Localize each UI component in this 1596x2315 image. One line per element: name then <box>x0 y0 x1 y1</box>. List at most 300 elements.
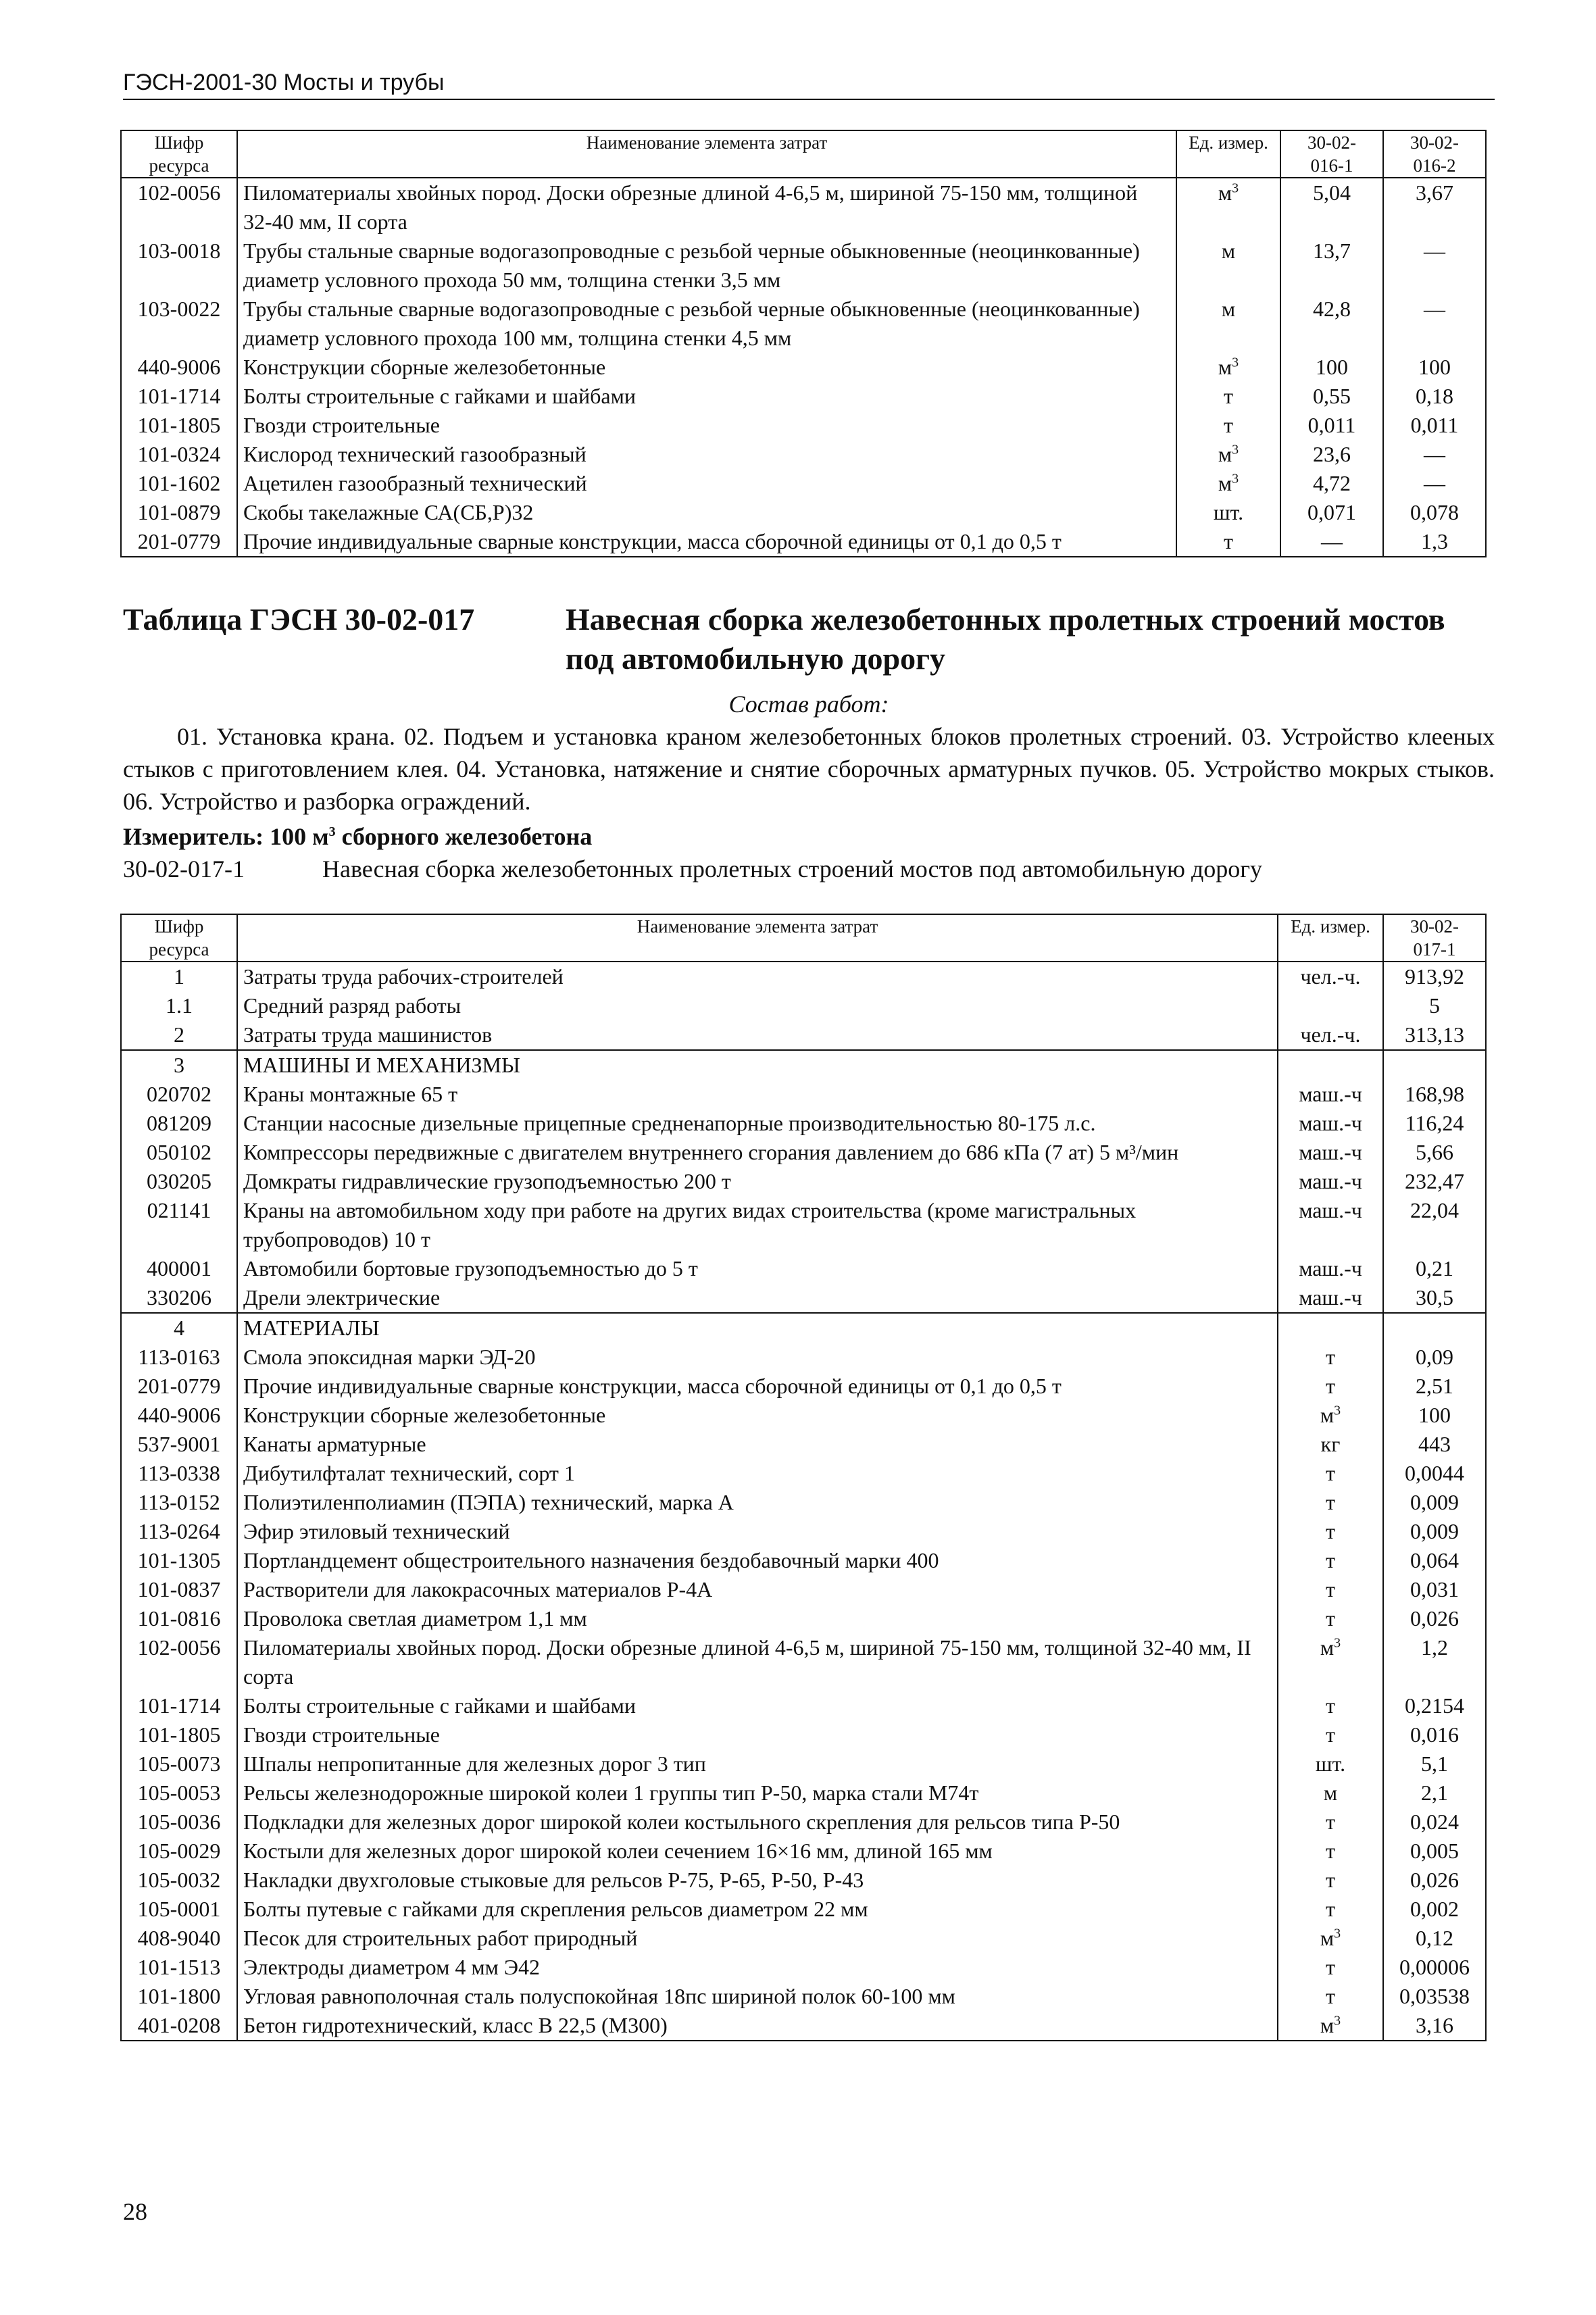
unit-superscript: 3 <box>1334 1403 1341 1418</box>
unit-cell <box>1278 1401 1383 1430</box>
value-cell-017-1: 0,026 <box>1383 1604 1486 1633</box>
unit-text: м <box>1323 1781 1338 1805</box>
unit-cell <box>1278 1283 1383 1313</box>
unit-text: т <box>1326 1577 1335 1601</box>
unit-cell <box>1278 1430 1383 1459</box>
header-col-017-1-line1: 30-02- <box>1410 916 1459 937</box>
table-label: Таблица ГЭСН 30-02-017 <box>123 602 475 637</box>
unit-cell <box>1278 2011 1383 2041</box>
value-cell-016-1: 42,8 <box>1280 295 1383 353</box>
value-cell-016-2: 0,011 <box>1383 411 1486 440</box>
unit-cell <box>1176 527 1280 557</box>
code-cell: 330206 <box>121 1283 237 1313</box>
unit-text: маш.-ч <box>1299 1169 1362 1193</box>
name-cell: Электроды диаметром 4 мм Э42 <box>237 1953 1278 1982</box>
header-col-016-2-line1: 30-02- <box>1410 132 1459 153</box>
unit-text: маш.-ч <box>1299 1256 1362 1280</box>
unit-cell <box>1278 1895 1383 1924</box>
code-cell: 020702 <box>121 1080 237 1109</box>
unit-text: м <box>1218 471 1232 495</box>
name-cell: Затраты труда машинистов <box>237 1020 1278 1050</box>
table-row <box>121 1691 1486 1720</box>
unit-cell <box>1278 1109 1383 1138</box>
unit-text: чел.-ч. <box>1300 964 1361 989</box>
name-cell: Накладки двухголовые стыковые для рельсов Р-75, Р-65, Р-50, Р-43 <box>237 1866 1278 1895</box>
table-row <box>121 1488 1486 1517</box>
unit-cell <box>1278 1254 1383 1283</box>
unit-superscript: 3 <box>1334 1926 1341 1941</box>
code-cell: 113-0152 <box>121 1488 237 1517</box>
header-unit: Ед. измер. <box>1176 130 1280 178</box>
value-cell-016-2: — <box>1383 237 1486 295</box>
header-col-016-1 <box>1280 130 1383 178</box>
running-title: ГЭСН-2001-30 Мосты и трубы <box>123 68 1495 100</box>
value-cell-016-2: — <box>1383 469 1486 498</box>
value-cell-017-1: 22,04 <box>1383 1196 1486 1254</box>
code-cell: 101-0879 <box>121 498 237 527</box>
name-cell: Затраты труда рабочих-строителей <box>237 962 1278 991</box>
header-name: Наименование элемента затрат <box>237 914 1278 962</box>
value-cell-017-1: 0,026 <box>1383 1866 1486 1895</box>
table-title: Навесная сборка железобетонных пролетных строений мостов под автомобильную дорогу <box>566 602 1445 676</box>
table-row <box>121 1778 1486 1808</box>
unit-text: т <box>1326 1693 1335 1718</box>
header-col-016-2-line2: 016-2 <box>1413 155 1456 176</box>
name-cell: Гвозди строительные <box>237 1720 1278 1749</box>
value-cell-016-1: 5,04 <box>1280 178 1383 237</box>
unit-text: т <box>1326 1897 1335 1921</box>
code-cell: 101-1805 <box>121 1720 237 1749</box>
unit-cell <box>1278 962 1383 991</box>
code-cell: 102-0056 <box>121 178 237 237</box>
measure-suffix: сборного железобетона <box>335 823 593 850</box>
code-cell: 081209 <box>121 1109 237 1138</box>
table-row <box>121 1517 1486 1546</box>
unit-cell <box>1278 1837 1383 1866</box>
measure-unit <box>123 820 592 853</box>
unit-cell <box>1278 1691 1383 1720</box>
value-cell-017-1: 3,16 <box>1383 2011 1486 2041</box>
value-cell-017-1: 443 <box>1383 1430 1486 1459</box>
name-cell: Скобы такелажные СА(СБ,Р)32 <box>237 498 1176 527</box>
value-cell-017-1: 0,016 <box>1383 1720 1486 1749</box>
table-row <box>121 1895 1486 1924</box>
code-cell: 101-0816 <box>121 1604 237 1633</box>
name-cell: Краны монтажные 65 т <box>237 1080 1278 1109</box>
name-cell: Средний разряд работы <box>237 991 1278 1020</box>
code-cell: 101-0837 <box>121 1575 237 1604</box>
value-cell-017-1: 0,09 <box>1383 1343 1486 1372</box>
value-cell-017-1: 0,009 <box>1383 1517 1486 1546</box>
unit-superscript: 3 <box>1232 355 1239 370</box>
table-row <box>121 1604 1486 1633</box>
code-cell: 101-1305 <box>121 1546 237 1575</box>
unit-cell <box>1278 1488 1383 1517</box>
table-row <box>121 1020 1486 1050</box>
value-cell-017-1: 168,98 <box>1383 1080 1486 1109</box>
value-cell-017-1: 116,24 <box>1383 1109 1486 1138</box>
name-cell: Дибутилфталат технический, сорт 1 <box>237 1459 1278 1488</box>
value-cell-016-2: — <box>1383 295 1486 353</box>
unit-cell <box>1278 1778 1383 1808</box>
unit-cell <box>1278 1604 1383 1633</box>
header-code-line2: ресурса <box>149 155 209 176</box>
table-row <box>121 1953 1486 1982</box>
unit-text: маш.-ч <box>1299 1082 1362 1106</box>
table-row <box>121 1138 1486 1167</box>
header-unit: Ед. измер. <box>1278 914 1383 962</box>
table-row <box>121 440 1486 469</box>
header-col-016-2 <box>1383 130 1486 178</box>
value-cell-016-2: 1,3 <box>1383 527 1486 557</box>
value-cell-016-1: 13,7 <box>1280 237 1383 295</box>
measure-sup: 3 <box>328 824 336 839</box>
group-header-row <box>121 1313 1486 1343</box>
unit-text: м <box>1320 1635 1335 1660</box>
works-heading: Состав работ: <box>728 691 889 718</box>
name-cell: Прочие индивидуальные сварные конструкции, масса сборочной единицы от 0,1 до 0,5 т <box>237 527 1176 557</box>
unit-text: т <box>1326 1490 1335 1514</box>
name-cell: Дрели электрические <box>237 1283 1278 1313</box>
value-cell-017-1: 0,002 <box>1383 1895 1486 1924</box>
unit-text: м <box>1221 297 1236 321</box>
unit-cell <box>1278 991 1383 1020</box>
table-row <box>121 1720 1486 1749</box>
name-cell: Трубы стальные сварные водогазопроводные с резьбой черные обыкновенные (неоцинкованные) диаметр условного прохода 50 мм, толщина стенки 3,5 мм <box>237 237 1176 295</box>
name-cell: Конструкции сборные железобетонные <box>237 1401 1278 1430</box>
name-cell: Болты путевые с гайками для скрепления рельсов диаметром 22 мм <box>237 1895 1278 1924</box>
name-cell: Подкладки для железных дорог широкой колеи костыльного скрепления для рельсов типа Р-50 <box>237 1808 1278 1837</box>
unit-text: шт. <box>1213 500 1244 524</box>
code-cell: 101-1602 <box>121 469 237 498</box>
unit-text: м <box>1218 180 1232 205</box>
value-cell-016-2: 0,18 <box>1383 382 1486 411</box>
code-cell: 105-0029 <box>121 1837 237 1866</box>
header-col-016-1-line2: 016-1 <box>1310 155 1353 176</box>
code-cell: 113-0163 <box>121 1343 237 1372</box>
table-row <box>121 469 1486 498</box>
unit-cell <box>1278 1372 1383 1401</box>
unit-text: м <box>1221 239 1236 263</box>
name-cell: Бетон гидротехнический, класс В 22,5 (М300) <box>237 2011 1278 2041</box>
table-row <box>121 1254 1486 1283</box>
unit-cell <box>1278 1953 1383 1982</box>
unit-text: м <box>1218 355 1232 379</box>
table-row <box>121 991 1486 1020</box>
value-cell-016-1: 0,071 <box>1280 498 1383 527</box>
table-row <box>121 498 1486 527</box>
value-cell-017-1: 1,2 <box>1383 1633 1486 1691</box>
unit-text: т <box>1326 1519 1335 1543</box>
value-cell-017-1: 313,13 <box>1383 1020 1486 1050</box>
value-cell-017-1: 0,21 <box>1383 1254 1486 1283</box>
name-cell: Проволока светлая диаметром 1,1 мм <box>237 1604 1278 1633</box>
table-row <box>121 1080 1486 1109</box>
value-cell-016-2: 100 <box>1383 353 1486 382</box>
value-cell-016-1: 23,6 <box>1280 440 1383 469</box>
value-cell-017-1: 0,005 <box>1383 1837 1486 1866</box>
code-cell: 105-0036 <box>121 1808 237 1837</box>
unit-text: маш.-ч <box>1299 1140 1362 1164</box>
unit-cell <box>1278 1720 1383 1749</box>
unit-cell <box>1278 1167 1383 1196</box>
table-row <box>121 1109 1486 1138</box>
unit-text: т <box>1326 1955 1335 1979</box>
code-cell: 101-0324 <box>121 440 237 469</box>
code-cell: 113-0338 <box>121 1459 237 1488</box>
name-cell: Полиэтиленполиамин (ПЭПА) технический, марка А <box>237 1488 1278 1517</box>
value-cell-016-1: 100 <box>1280 353 1383 382</box>
unit-cell <box>1278 1459 1383 1488</box>
resource-table-016 <box>120 130 1487 557</box>
table-row <box>121 1401 1486 1430</box>
unit-text: т <box>1224 413 1233 437</box>
code-cell: 030205 <box>121 1167 237 1196</box>
value-cell-017-1: 2,51 <box>1383 1372 1486 1401</box>
value-cell-017-1: 0,009 <box>1383 1488 1486 1517</box>
value-cell-017-1 <box>1383 1313 1486 1343</box>
table-row <box>121 1575 1486 1604</box>
name-cell: Домкраты гидравлические грузоподъемностью 200 т <box>237 1167 1278 1196</box>
table-row <box>121 1982 1486 2011</box>
unit-text: маш.-ч <box>1299 1198 1362 1222</box>
code-cell: 113-0264 <box>121 1517 237 1546</box>
code-cell: 201-0779 <box>121 527 237 557</box>
table-row <box>121 2011 1486 2041</box>
code-cell: 440-9006 <box>121 1401 237 1430</box>
table-header-row <box>121 914 1486 962</box>
table-row <box>121 1749 1486 1778</box>
table-row <box>121 1459 1486 1488</box>
header-col-016-1-line1: 30-02- <box>1307 132 1356 153</box>
unit-text: шт. <box>1315 1751 1346 1776</box>
unit-text: т <box>1326 1548 1335 1572</box>
code-cell: 101-1805 <box>121 411 237 440</box>
code-cell: 1 <box>121 962 237 991</box>
unit-text: м <box>1218 442 1232 466</box>
unit-superscript: 3 <box>1232 180 1239 196</box>
table-row <box>121 382 1486 411</box>
subtable-code: 30-02-017-1 <box>123 855 245 882</box>
unit-text: т <box>1326 1345 1335 1369</box>
header-code-line1: Шифр <box>154 132 204 153</box>
table-row <box>121 1633 1486 1691</box>
value-cell-016-1: — <box>1280 527 1383 557</box>
table-row <box>121 1837 1486 1866</box>
code-cell: 101-1714 <box>121 382 237 411</box>
name-cell: Шпалы непропитанные для железных дорог 3 тип <box>237 1749 1278 1778</box>
resource-table-017 <box>120 914 1487 2041</box>
unit-text: т <box>1326 1606 1335 1631</box>
unit-cell <box>1278 1080 1383 1109</box>
name-cell: Кислород технический газообразный <box>237 440 1176 469</box>
unit-cell <box>1278 1575 1383 1604</box>
name-cell: МАШИНЫ И МЕХАНИЗМЫ <box>237 1050 1278 1080</box>
unit-cell <box>1278 1866 1383 1895</box>
code-cell: 105-0053 <box>121 1778 237 1808</box>
subtable-name: Навесная сборка железобетонных пролетных строений мостов под автомобильную дорогу <box>322 855 1263 882</box>
name-cell: Канаты арматурные <box>237 1430 1278 1459</box>
value-cell-016-2: 3,67 <box>1383 178 1486 237</box>
value-cell-017-1: 0,064 <box>1383 1546 1486 1575</box>
code-cell: 101-1800 <box>121 1982 237 2011</box>
name-cell: МАТЕРИАЛЫ <box>237 1313 1278 1343</box>
unit-cell <box>1176 178 1280 237</box>
unit-text: т <box>1326 1984 1335 2008</box>
name-cell: Автомобили бортовые грузоподъемностью до 5 т <box>237 1254 1278 1283</box>
code-cell: 021141 <box>121 1196 237 1254</box>
table-row <box>121 237 1486 295</box>
header-col-017-1 <box>1383 914 1486 962</box>
value-cell-016-1: 4,72 <box>1280 469 1383 498</box>
code-cell: 2 <box>121 1020 237 1050</box>
unit-text: т <box>1326 1839 1335 1863</box>
unit-cell <box>1278 1982 1383 2011</box>
unit-cell <box>1278 1749 1383 1778</box>
value-cell-017-1: 0,024 <box>1383 1808 1486 1837</box>
unit-text: т <box>1326 1374 1335 1398</box>
name-cell: Ацетилен газообразный технический <box>237 469 1176 498</box>
code-cell: 050102 <box>121 1138 237 1167</box>
value-cell-017-1: 0,03538 <box>1383 1982 1486 2011</box>
code-cell: 537-9001 <box>121 1430 237 1459</box>
unit-cell <box>1278 1196 1383 1254</box>
unit-cell <box>1278 1633 1383 1691</box>
code-cell: 102-0056 <box>121 1633 237 1691</box>
code-cell: 201-0779 <box>121 1372 237 1401</box>
unit-text: т <box>1326 1722 1335 1747</box>
value-cell-016-2: — <box>1383 440 1486 469</box>
unit-cell <box>1176 498 1280 527</box>
value-cell-017-1: 5,1 <box>1383 1749 1486 1778</box>
value-cell-017-1: 0,00006 <box>1383 1953 1486 1982</box>
unit-cell <box>1278 1808 1383 1837</box>
unit-superscript: 3 <box>1334 2013 1341 2028</box>
table-row <box>121 527 1486 557</box>
unit-text: кг <box>1320 1432 1341 1456</box>
unit-text: маш.-ч <box>1299 1285 1362 1310</box>
unit-superscript: 3 <box>1334 1635 1341 1651</box>
code-cell: 401-0208 <box>121 2011 237 2041</box>
name-cell: Трубы стальные сварные водогазопроводные с резьбой черные обыкновенные (неоцинкованные) диаметр условного прохода 100 мм, толщина стенки 4,5 мм <box>237 295 1176 353</box>
unit-cell <box>1278 1343 1383 1372</box>
table-row <box>121 295 1486 353</box>
table-row <box>121 1430 1486 1459</box>
value-cell-017-1: 0,031 <box>1383 1575 1486 1604</box>
code-cell: 3 <box>121 1050 237 1080</box>
page-number: 28 <box>123 2198 147 2225</box>
code-cell: 101-1513 <box>121 1953 237 1982</box>
value-cell-017-1: 2,1 <box>1383 1778 1486 1808</box>
header-code <box>121 914 237 962</box>
unit-text: маш.-ч <box>1299 1111 1362 1135</box>
unit-cell <box>1278 1138 1383 1167</box>
unit-cell <box>1176 353 1280 382</box>
unit-text: т <box>1326 1810 1335 1834</box>
unit-text: м <box>1320 2013 1335 2037</box>
name-cell: Смола эпоксидная марки ЭД-20 <box>237 1343 1278 1372</box>
value-cell-016-1: 0,011 <box>1280 411 1383 440</box>
value-cell-017-1: 0,2154 <box>1383 1691 1486 1720</box>
unit-cell <box>1278 1313 1383 1343</box>
unit-cell <box>1176 382 1280 411</box>
header-name: Наименование элемента затрат <box>237 130 1176 178</box>
header-code <box>121 130 237 178</box>
header-code-line2: ресурса <box>149 939 209 960</box>
unit-text: м <box>1320 1926 1335 1950</box>
name-cell: Станции насосные дизельные прицепные средненапорные производительностью 80-175 л.с. <box>237 1109 1278 1138</box>
unit-text: т <box>1326 1868 1335 1892</box>
code-cell: 105-0073 <box>121 1749 237 1778</box>
code-cell: 105-0001 <box>121 1895 237 1924</box>
measure-prefix: Измеритель: 100 м <box>123 823 329 850</box>
value-cell-017-1: 0,0044 <box>1383 1459 1486 1488</box>
value-cell-016-1: 0,55 <box>1280 382 1383 411</box>
works-text: 01. Установка крана. 02. Подъем и установка краном железобетонных блоков пролетных строений. 03. Устройство клееных стыков с приготовлением клея. 04. Установка, натяжение и снятие сборочных арматурных пучков. 05. Устройство мокрых стыков. 06. Устройство и разборка ограждений. <box>123 723 1495 815</box>
name-cell: Болты строительные с гайками и шайбами <box>237 1691 1278 1720</box>
table-row <box>121 1283 1486 1313</box>
name-cell: Угловая равнополочная сталь полуспокойная 18пс шириной полок 60-100 мм <box>237 1982 1278 2011</box>
value-cell-017-1: 232,47 <box>1383 1167 1486 1196</box>
table-row <box>121 962 1486 991</box>
unit-cell <box>1278 1050 1383 1080</box>
name-cell: Растворители для лакокрасочных материалов Р-4А <box>237 1575 1278 1604</box>
value-cell-016-2: 0,078 <box>1383 498 1486 527</box>
table-row <box>121 1372 1486 1401</box>
value-cell-017-1: 100 <box>1383 1401 1486 1430</box>
header-code-line1: Шифр <box>154 916 204 937</box>
table-row <box>121 1866 1486 1895</box>
name-cell: Костыли для железных дорог широкой колеи сечением 16×16 мм, длиной 165 мм <box>237 1837 1278 1866</box>
value-cell-017-1: 913,92 <box>1383 962 1486 991</box>
unit-cell <box>1176 237 1280 295</box>
value-cell-017-1: 5 <box>1383 991 1486 1020</box>
table-row <box>121 353 1486 382</box>
code-cell: 408-9040 <box>121 1924 237 1953</box>
name-cell: Гвозди строительные <box>237 411 1176 440</box>
table-row <box>121 1546 1486 1575</box>
value-cell-017-1: 30,5 <box>1383 1283 1486 1313</box>
code-cell: 103-0022 <box>121 295 237 353</box>
unit-text: т <box>1224 529 1233 553</box>
value-cell-017-1: 5,66 <box>1383 1138 1486 1167</box>
table-row <box>121 1924 1486 1953</box>
name-cell: Прочие индивидуальные сварные конструкции, масса сборочной единицы от 0,1 до 0,5 т <box>237 1372 1278 1401</box>
name-cell: Пиломатериалы хвойных пород. Доски обрезные длиной 4-6,5 м, шириной 75-150 мм, толщиной 32-40 мм, II сорта <box>237 1633 1278 1691</box>
value-cell-017-1: 0,12 <box>1383 1924 1486 1953</box>
code-cell: 1.1 <box>121 991 237 1020</box>
unit-cell <box>1278 1924 1383 1953</box>
name-cell: Пиломатериалы хвойных пород. Доски обрезные длиной 4-6,5 м, шириной 75-150 мм, толщиной 32-40 мм, II сорта <box>237 178 1176 237</box>
unit-cell <box>1176 440 1280 469</box>
table-row <box>121 1167 1486 1196</box>
code-cell: 440-9006 <box>121 353 237 382</box>
name-cell: Болты строительные с гайками и шайбами <box>237 382 1176 411</box>
unit-cell <box>1176 469 1280 498</box>
header-col-017-1-line2: 017-1 <box>1413 939 1456 960</box>
code-cell: 400001 <box>121 1254 237 1283</box>
name-cell: Краны на автомобильном ходу при работе на других видах строительства (кроме магистральных трубопроводов) 10 т <box>237 1196 1278 1254</box>
unit-cell <box>1176 295 1280 353</box>
code-cell: 105-0032 <box>121 1866 237 1895</box>
name-cell: Компрессоры передвижные с двигателем внутреннего сгорания давлением до 686 кПа (7 ат) 5 м³/мин <box>237 1138 1278 1167</box>
code-cell: 4 <box>121 1313 237 1343</box>
group-header-row <box>121 1050 1486 1080</box>
unit-cell <box>1176 411 1280 440</box>
unit-text: т <box>1326 1461 1335 1485</box>
name-cell: Песок для строительных работ природный <box>237 1924 1278 1953</box>
name-cell: Конструкции сборные железобетонные <box>237 353 1176 382</box>
